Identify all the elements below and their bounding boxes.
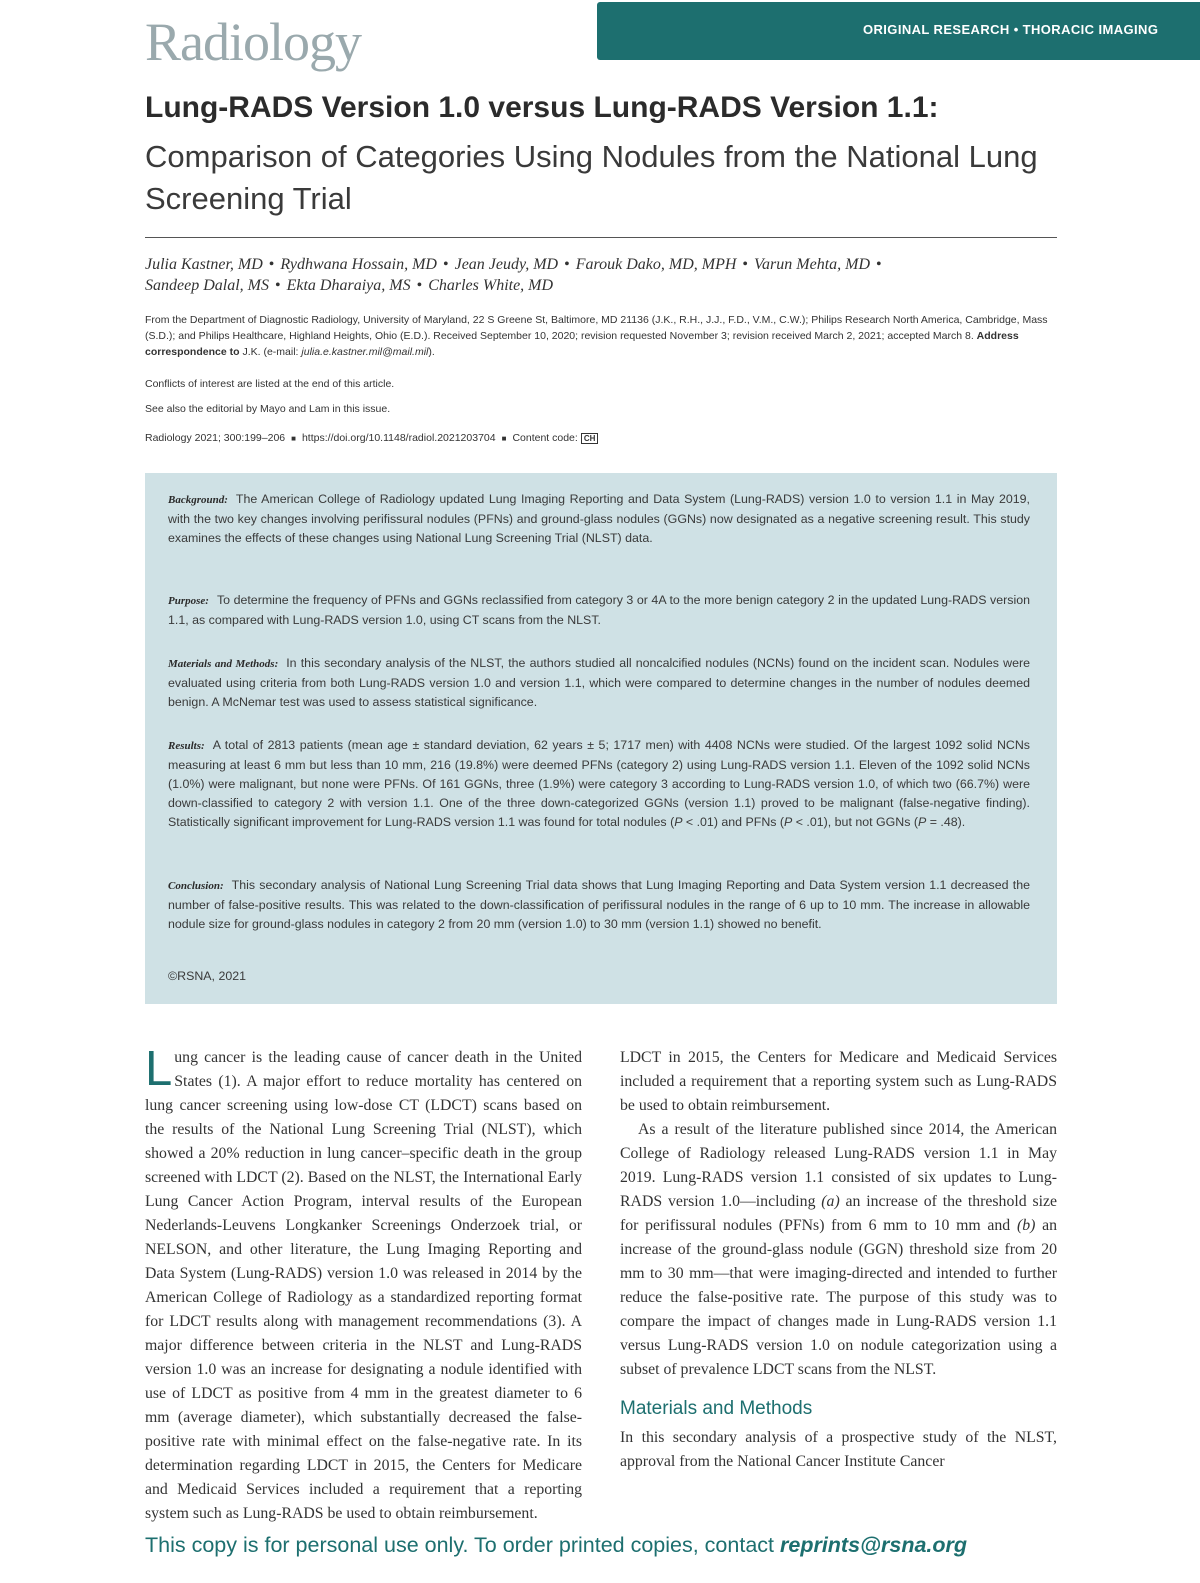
author-separator: • [442, 256, 449, 273]
author-separator: • [742, 256, 749, 273]
editorial-note: See also the editorial by Mayo and Lam in this issue. [145, 403, 391, 415]
author: Jean Jeudy, MD [454, 256, 559, 273]
author: Ekta Dharaiya, MS [286, 277, 411, 294]
author: Charles White, MD [428, 277, 554, 294]
abstract-box [145, 473, 1057, 1004]
conflicts-note: Conflicts of interest are listed at the end of this article. [145, 378, 395, 390]
correspondence-label: Address correspondence to [145, 330, 1019, 358]
abstract-results: Results: A total of 2813 patients (mean age ± standard deviation, 62 years ± 5; 1717 men) with 4408 NCNs were studied. Of the largest 1092 solid NCNs measuring at least 6 mm but less than 10 mm, 216 (19.8%) were deemed PFNs (category 2) using Lung-RADS version 1.1. Eleven of the 1092 solid NCNs (1.0%) were malignant, but none were PFNs. Of 161 GGNs, three (1.9%) were category 3 according to Lung-RADS version 1.0, of which two (66.7%) were down-classified to category 2 with version 1.1. One of the three down-categorized GGNs (version 1.1) proved to be malignant (false-negative finding). Statistically significant improvement for Lung-RADS version 1.1 was found for total nodules (P < .01) and PFNs (P < .01), but not GGNs (P = .48). [168, 738, 1030, 829]
citation-line: Radiology 2021; 300:199–206 ■ https://doi.org/10.1148/radiol.2021203704 ■ Content code: CH [145, 432, 598, 444]
author: Farouk Dako, MD, MPH [575, 256, 737, 273]
body-paragraph: LDCT in 2015, the Centers for Medicare and Medicaid Services included a requirement that a reporting system such as Lung-RADS be used to obtain reimbursement. [620, 1049, 1057, 1114]
abstract-conclusion: Conclusion: This secondary analysis of National Lung Screening Trial data shows that Lung Imaging Reporting and Data System version 1.1 decreased the number of false-positive results. This was related to the down-classification of perifissural nodules in the range of 6 up to 10 mm. The increase in allowable nodule size for ground-glass nodules in category 2 from 20 mm (version 1.0) to 30 mm (version 1.1) showed no benefit. [168, 878, 1030, 931]
citation-ref: Radiology 2021; 300:199–206 [145, 432, 286, 444]
journal-logo: Radiology [145, 12, 361, 72]
doi-link[interactable]: https://doi.org/10.1148/radiol.2021203704 [301, 432, 496, 444]
body-text-right-column [620, 1046, 1057, 1530]
author: Varun Mehta, MD [754, 256, 871, 273]
correspondence-email[interactable]: julia.e.kastner.mil@mail.mil [301, 346, 429, 358]
article-title: Lung-RADS Version 1.0 versus Lung-RADS Version 1.1: [145, 91, 939, 124]
article-subtitle: Comparison of Categories Using Nodules from the National Lung Screening Trial [145, 139, 1038, 216]
author-separator: • [274, 277, 281, 294]
section-label: ORIGINAL RESEARCH • THORACIC IMAGING [863, 22, 1159, 37]
content-code-badge: CH [581, 433, 599, 444]
author: Rydhwana Hossain, MD [280, 256, 437, 273]
author: Julia Kastner, MD [145, 256, 263, 273]
author-separator: • [876, 256, 882, 273]
section-heading: Materials and Methods [620, 1398, 813, 1419]
body-paragraph: Lung cancer is the leading cause of cancer death in the United States (1). A major effort to reduce mortality has centered on lung cancer screening using low-dose CT (LDCT) scans based on the results of the National Lung Screening Trial (NLST), which showed a 20% reduction in lung cancer–specific death in the group screened with LDCT (2). Based on the NLST, the International Early Lung Cancer Action Program, interval results of the European Nederlands-Leuvens Longkanker Screenings Onderzoek trial, or NELSON, and other literature, the Lung Imaging Reporting and Data System (Lung-RADS) version 1.0 was released in 2014 by the American College of Radiology as a standardized reporting format for LDCT results along with management recommendations (3). A major difference between criteria in the NLST and Lung-RADS version 1.0 was an increase for designating a nodule identified with use of LDCT as positive from 4 mm in the greatest diameter to 6 mm (average diameter), which substantially decreased the false-positive rate with minimal effect on the false-negative rate. In its determination regarding LDCT in 2015, the Centers for Medicare and Medicaid Services included a requirement that a reporting system such as Lung-RADS be used to obtain reimbursement. [145, 1046, 582, 1522]
author-separator: • [416, 277, 423, 294]
author-separator: • [268, 256, 275, 273]
section-banner [597, 2, 1200, 60]
body-paragraph: As a result of the literature published since 2014, the American College of Radiology released Lung-RADS version 1.1 in May 2019. Lung-RADS version 1.1 consisted of six updates to Lung-RADS version 1.0—including (a) an increase of the threshold size for perifissural nodules (PFNs) from 6 mm to 10 mm and (b) an increase of the ground-glass nodule (GGN) threshold size from 20 mm to 30 mm—that were imaging-directed and intended to further reduce the false-positive rate. The purpose of this study was to compare the impact of changes made in Lung-RADS version 1.1 versus Lung-RADS version 1.0 on nodule categorization using a subset of prevalence LDCT scans from the NLST. [620, 1121, 1057, 1378]
author-separator: • [564, 256, 570, 273]
title-divider [145, 237, 1057, 238]
author: Sandeep Dalal, MS [145, 277, 269, 294]
body-text-left-column [145, 1046, 582, 1530]
body-paragraph: In this secondary analysis of a prospective study of the NLST, approval from the National Cancer Institute Cancer [620, 1429, 1057, 1470]
abstract-methods: Materials and Methods: In this secondary analysis of the NLST, the authors studied all noncalcified nodules (NCNs) found on the incident scan. Nodules were evaluated using criteria from both Lung-RADS version 1.0 and version 1.1, which were compared to determine changes in the number of nodules deemed benign. A McNemar test was used to assess statistical significance. [168, 656, 1030, 709]
affiliations: From the Department of Diagnostic Radiology, University of Maryland, 22 S Greene St, Baltimore, MD 21136 (J.K., R.H., J.J., F.D., V.M., C.W.); Philips Research North America, Cambridge, Mass (S.D.); and Philips Healthcare, Highland Heights, Ohio (E.D.). Received September 10, 2020; revision requested November 3; revision received March 2, 2021; accepted March 8. Address correspondence to J.K. (e-mail: julia.e.kastner.mil@mail.mil). [145, 314, 1048, 358]
abstract-background: Background: The American College of Radiology updated Lung Imaging Reporting and Data System (Lung-RADS) version 1.0 to version 1.1 in May 2019, with the two key changes involving perifissural nodules (PFNs) and ground-glass nodules (GGNs) now designated as a negative screening result. This study examines the effects of these changes using National Lung Screening Trial (NLST) data. [168, 492, 1030, 545]
author-list [145, 254, 1057, 296]
abstract-copyright: ©RSNA, 2021 [168, 969, 247, 983]
footer-notice: This copy is for personal use only. To order printed copies, contact reprints@rsna.org [145, 1533, 968, 1557]
drop-cap: L [145, 1046, 173, 1096]
reprints-email-link[interactable]: reprints@rsna.org [780, 1533, 968, 1557]
abstract-purpose: Purpose: To determine the frequency of PFNs and GGNs reclassified from category 3 or 4A to the more benign category 2 in the updated Lung-RADS version 1.1, as compared with Lung-RADS version 1.0, using CT scans from the NLST. [168, 593, 1030, 627]
